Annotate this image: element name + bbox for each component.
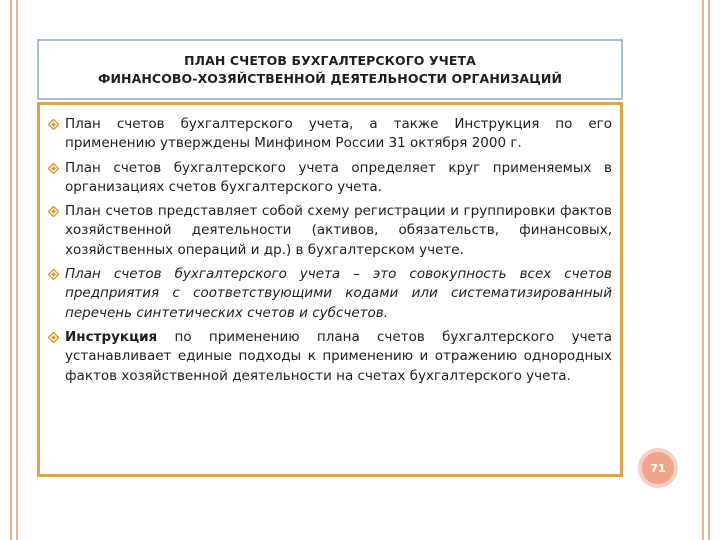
content-box — [37, 102, 623, 477]
left-decorative-line-inner — [16, 0, 18, 540]
title-box — [37, 39, 623, 100]
diamond-bullet-icon — [48, 163, 59, 174]
slide-title-line-2: ФИНАНСОВО-ХОЗЯЙСТВЕННОЙ ДЕЯТЕЛЬНОСТИ ОРГАНИЗАЦИЙ — [97, 70, 563, 86]
bullet-item-2 — [48, 159, 612, 198]
left-decorative-line-outer — [10, 0, 12, 540]
bullet-text-1: План счетов бухгалтерского учета, а также Инструкция по его применению утверждены Минфином России 31 октября 2000 г. — [65, 116, 612, 152]
diamond-bullet-icon — [48, 119, 59, 130]
diamond-bullet-icon — [48, 269, 59, 280]
page-number: 71 — [650, 461, 666, 475]
slide-title — [98, 52, 562, 88]
bullet-text-5: по применению плана счетов бухгалтерского учета устанавливает единые подходы к применению и отражению однородных фактов хозяйственной деятельности на счетах бухгалтерского учета. — [65, 328, 612, 384]
bullet-item-5 — [48, 328, 612, 386]
bullet-bold-word-5: Инструкция — [65, 328, 158, 345]
bullet-text-3: План счетов представляет собой схему регистрации и группировки фактов хозяйственной деятельности (активов, обязательств, финансовых, хозяйственных операций и др.) в бухгалтерском учете. — [65, 203, 612, 258]
bullet-item-1 — [48, 115, 612, 154]
diamond-bullet-icon — [48, 206, 59, 217]
right-decorative-line-inner — [702, 0, 704, 540]
bullet-list — [48, 115, 612, 386]
slide-title-line-1: ПЛАН СЧЕТОВ БУХГАЛТЕРСКОГО УЧЕТА — [184, 52, 476, 68]
page-number-badge — [638, 448, 678, 488]
bullet-text-4: План счетов бухгалтерского учета – это совокупность всех счетов предприятия с соответствующими кодами или систематизированный перечень синтетических счетов и субсчетов. — [65, 266, 612, 321]
right-decorative-line-outer — [708, 0, 710, 540]
bullet-item-3 — [48, 202, 612, 260]
bullet-text-2: План счетов бухгалтерского учета определяет круг применяемых в организациях счетов бухгалтерского учета. — [65, 159, 612, 195]
diamond-bullet-icon — [48, 332, 59, 343]
bullet-item-4 — [48, 265, 612, 323]
